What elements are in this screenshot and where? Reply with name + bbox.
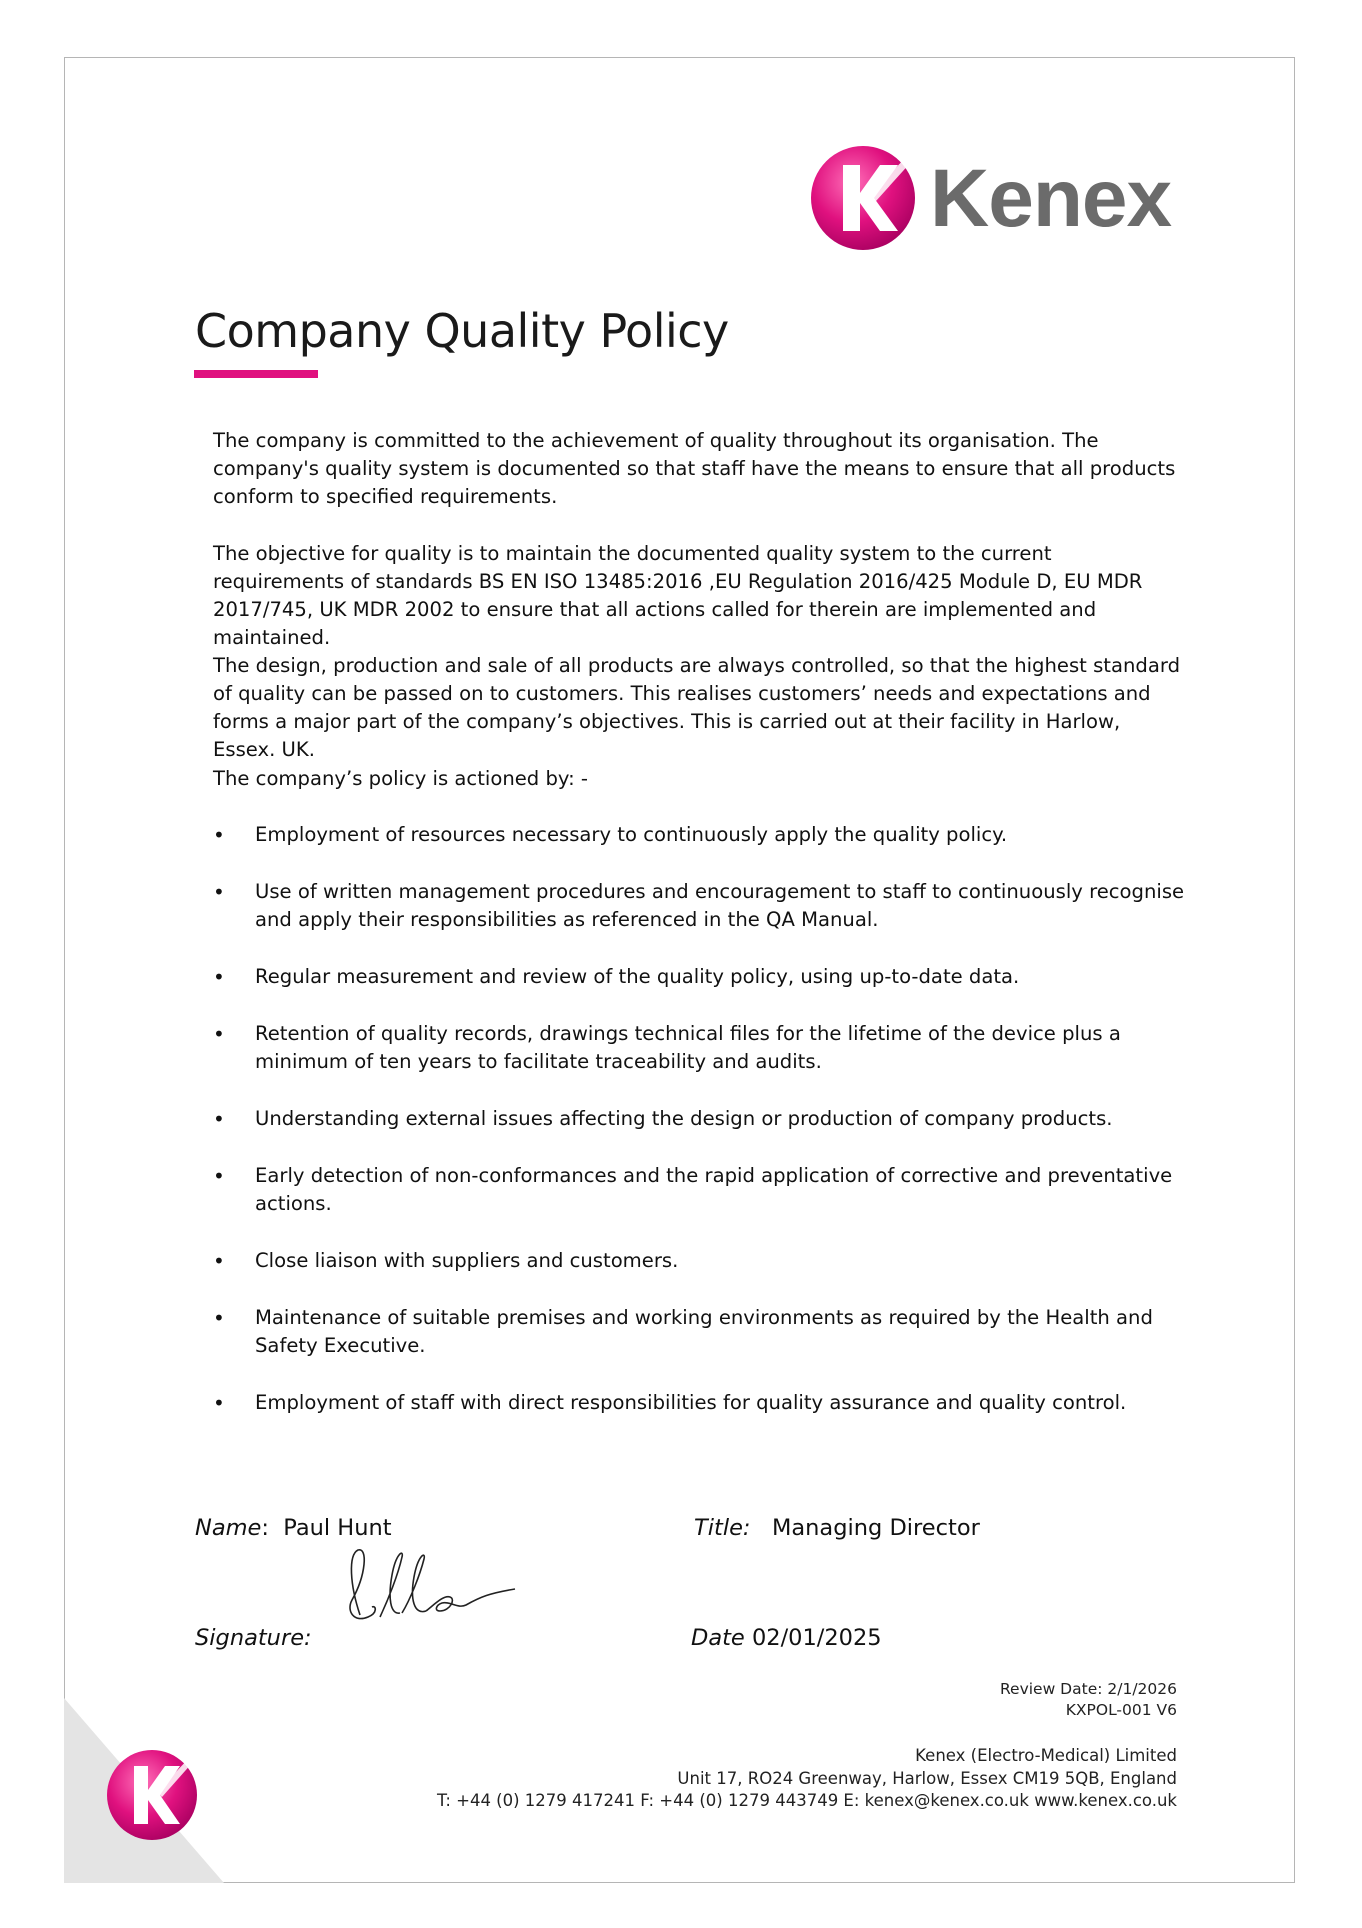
list-item: • Regular measurement and review of the quality policy, using up-to-date data.	[213, 965, 1020, 989]
document-reference	[1000, 1679, 1177, 1721]
bullet-icon: •	[213, 1391, 225, 1415]
name-value: Paul Hunt	[283, 1515, 392, 1541]
corner-logo-decoration	[64, 1698, 274, 1883]
doc-ref: KXPOL-001 V6	[1065, 1701, 1177, 1719]
bullet-icon: •	[213, 880, 225, 904]
handwritten-signature	[340, 1545, 525, 1633]
list-item: • Close liaison with suppliers and customers.	[213, 1249, 679, 1273]
title-label: Title:	[694, 1515, 751, 1541]
list-item: • Understanding external issues affecting the design or production of company products.	[213, 1107, 1113, 1131]
bullet-icon: •	[213, 1164, 225, 1188]
list-item: • Early detection of non-conformances and the rapid application of corrective and preventative actions.	[213, 1164, 1173, 1215]
paragraph-2: The objective for quality is to maintain the documented quality system to the current requirements of standards BS EN ISO 13485:2016 ,EU Regulation 2016/425 Module D, EU MDR 2017/745, UK MDR 2002 to ensure that all actions called for therein are implemented and maintained.	[213, 542, 1143, 649]
title-value: Managing Director	[771, 1515, 980, 1541]
bullet-icon: •	[213, 1107, 225, 1131]
bullet-icon: •	[213, 1022, 225, 1046]
date-label: Date	[691, 1625, 745, 1651]
street-address: Unit 17, RO24 Greenway, Harlow, Essex CM19 5QB, England	[677, 1768, 1177, 1788]
contact-details: T: +44 (0) 1279 417241 F: +44 (0) 1279 443749 E: kenex@kenex.co.uk www.kenex.co.uk	[437, 1791, 1177, 1810]
signature-field	[195, 1625, 312, 1651]
bullet-icon: •	[213, 823, 225, 847]
paragraph-4: The company’s policy is actioned by: -	[213, 767, 588, 790]
company-name: Kenex (Electro-Medical) Limited	[915, 1746, 1177, 1765]
policy-bullet-list	[213, 821, 1203, 1446]
list-item: • Employment of resources necessary to continuously apply the quality policy.	[213, 823, 1008, 847]
list-item: • Use of written management procedures and encouragement to staff to continuously recognise and apply their responsibilities as referenced in the QA Manual.	[213, 880, 1185, 931]
page-title: Company Quality Policy	[195, 304, 729, 358]
title-underline	[194, 370, 318, 378]
date-value: 02/01/2025	[751, 1625, 882, 1651]
paragraph-3: The design, production and sale of all products are always controlled, so that the highest standard of quality can be passed on to customers. This realises customers’ needs and expectations and forms a major part of the company’s objectives. This is carried out at their facility in Harlow, Essex. UK.	[213, 654, 1181, 761]
review-date: Review Date: 2/1/2026	[999, 1680, 1177, 1698]
list-item: • Employment of staff with direct responsibilities for quality assurance and quality control.	[213, 1391, 1127, 1415]
bullet-icon: •	[213, 1306, 225, 1330]
list-item: • Maintenance of suitable premises and working environments as required by the Health and Safety Executive.	[213, 1306, 1153, 1357]
kenex-logo	[808, 143, 1188, 253]
list-item: • Retention of quality records, drawings technical files for the lifetime of the device plus a minimum of ten years to facilitate traceability and audits.	[213, 1022, 1121, 1073]
paragraph-1: The company is committed to the achievement of quality throughout its organisation. The company's quality system is documented so that staff have the means to ensure that all products conform to specified requirements.	[213, 429, 1176, 508]
title-field	[694, 1515, 980, 1541]
date-field	[691, 1625, 882, 1651]
bullet-icon: •	[213, 1249, 225, 1273]
bullet-icon: •	[213, 965, 225, 989]
name-label: Name	[195, 1515, 262, 1541]
kenex-wordmark: Kenex	[930, 153, 1172, 244]
signature-label: Signature:	[195, 1625, 312, 1651]
company-address	[437, 1745, 1177, 1813]
name-field: Name: Paul Hunt	[195, 1515, 392, 1541]
